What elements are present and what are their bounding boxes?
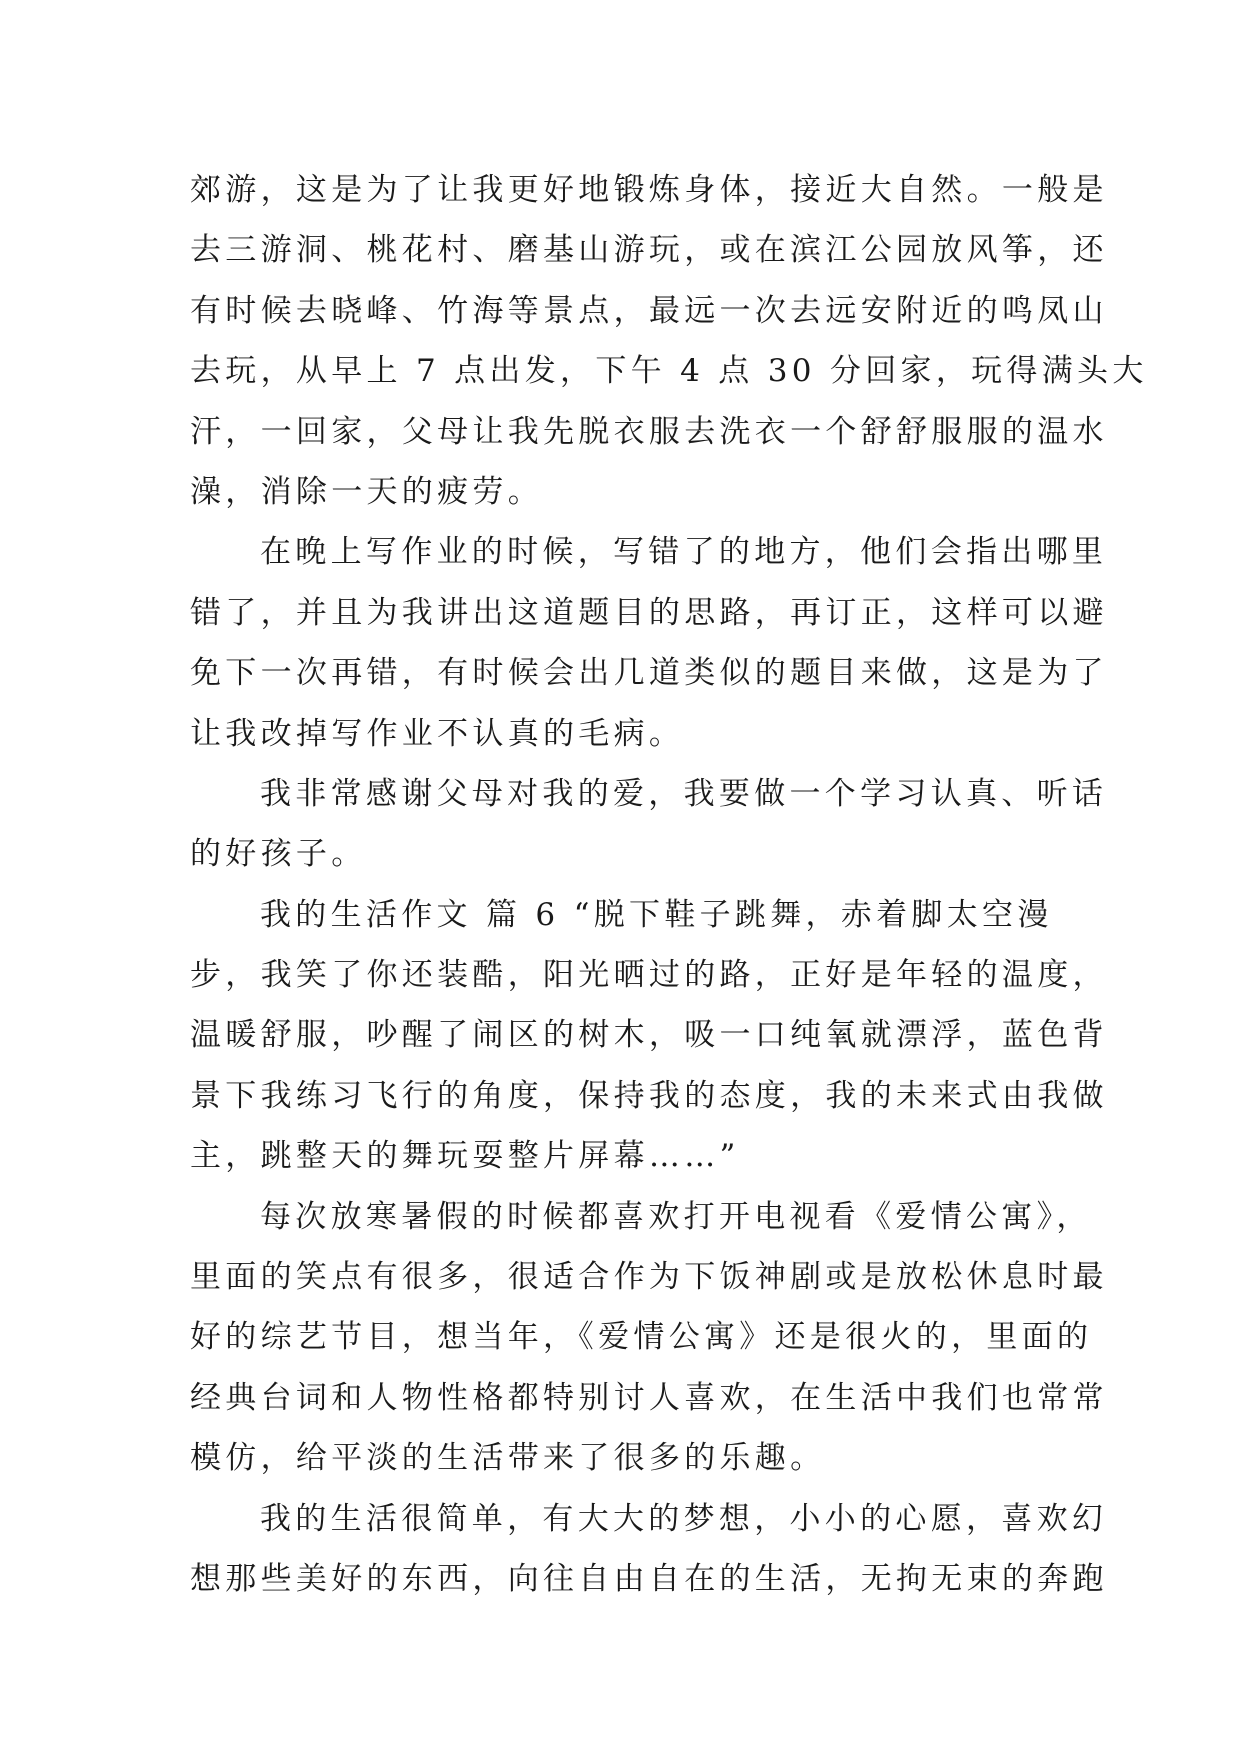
text-line: 去玩，从早上 7 点出发，下午 4 点 30 分回家，玩得满头大: [190, 353, 1148, 390]
text-line: 好的综艺节目，想当年，《爱情公寓》还是很火的，里面的: [190, 1319, 1093, 1356]
text-line: 错了，并且为我讲出这道题目的思路，再订正，这样可以避: [190, 594, 1108, 631]
text-line: 免下一次再错，有时候会出几道类似的题目来做，这是为了: [190, 655, 1108, 692]
text-line: 步，我笑了你还装酷，阳光晒过的路，正好是年轻的温度，: [190, 957, 1108, 994]
text-line: 我的生活很简单，有大大的梦想，小小的心愿，喜欢幻: [260, 1500, 1108, 1537]
text-line: 让我改掉写作业不认真的毛病。: [190, 715, 685, 752]
text-line: 温暖舒服，吵醒了闹区的树木，吸一口纯氧就漂浮，蓝色背: [190, 1017, 1108, 1054]
body-text: [190, 160, 1148, 1609]
text-line: 主，跳整天的舞玩耍整片屏幕……”: [190, 1138, 740, 1175]
text-line: 有时候去晓峰、竹海等景点，最远一次去远安附近的鸣凤山: [190, 292, 1108, 329]
text-line: 想那些美好的东西，向往自由自在的生活，无拘无束的奔跑: [190, 1560, 1108, 1597]
text-line: 我非常感谢父母对我的爱，我要做一个学习认真、听话: [260, 775, 1108, 812]
text-line: 在晚上写作业的时候，写错了的地方，他们会指出哪里: [260, 534, 1108, 571]
text-line: 郊游，这是为了让我更好地锻炼身体，接近大自然。一般是: [190, 172, 1108, 208]
text-line: 我的生活作文 篇 6 “脱下鞋子跳舞，赤着脚太空漫: [260, 896, 1053, 933]
text-line: 每次放寒暑假的时候都喜欢打开电视看《爱情公寓》，: [260, 1198, 1092, 1235]
text-line: 里面的笑点有很多，很适合作为下饭神剧或是放松休息时最: [190, 1259, 1108, 1296]
text-line: 澡，消除一天的疲劳。: [190, 473, 543, 510]
text-line: 汗，一回家，父母让我先脱衣服去洗衣一个舒舒服服的温水: [190, 413, 1108, 450]
text-line: 模仿，给平淡的生活带来了很多的乐趣。: [190, 1440, 826, 1477]
text-line: 景下我练习飞行的角度，保持我的态度，我的未来式由我做: [190, 1077, 1108, 1114]
text-line: 的好孩子。: [190, 836, 367, 873]
text-line: 去三游洞、桃花村、磨基山游玩，或在滨江公园放风筝，还: [190, 232, 1108, 269]
text-line: 经典台词和人物性格都特别讨人喜欢，在生活中我们也常常: [190, 1379, 1108, 1416]
